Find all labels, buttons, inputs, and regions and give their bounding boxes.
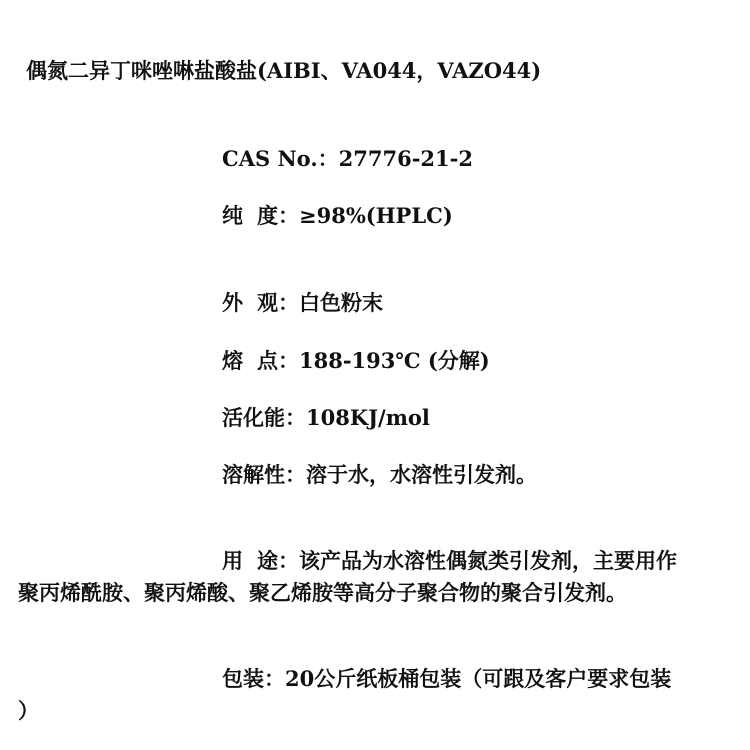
- usage-label-a: 用: [222, 548, 243, 573]
- usage-text-line1: 该产品为水溶性偶氮类引发剂，主要用作: [299, 548, 677, 573]
- purity-label-b: 度：: [257, 203, 299, 228]
- melting-label-a: 熔: [222, 348, 243, 373]
- cas-number-row: [222, 148, 473, 169]
- packaging-text-line1: 20公斤纸板桶包装（可跟及客户要求包装: [285, 666, 672, 691]
- packaging-text-line2: ）: [18, 698, 39, 723]
- usage-row: [222, 550, 677, 571]
- appearance-value: 白色粉末: [299, 290, 383, 315]
- appearance-label-a: 外: [222, 290, 243, 315]
- solubility-row: [222, 464, 537, 485]
- appearance-row: [222, 292, 383, 313]
- solubility-label: 溶解性：: [222, 462, 306, 487]
- appearance-label-b: 观：: [257, 290, 299, 315]
- product-title: 偶氮二异丁咪唑啉盐酸盐(AIBI、VA044，VAZO44): [26, 58, 542, 83]
- melting-label-b: 点：: [257, 348, 299, 373]
- packaging-label: 包装：: [222, 666, 285, 691]
- activation-value: 108KJ/mol: [306, 405, 430, 430]
- cas-value: 27776-21-2: [338, 146, 473, 171]
- activation-label: 活化能：: [222, 405, 306, 430]
- solubility-value: 溶于水，水溶性引发剂。: [306, 462, 537, 487]
- packaging-row: [222, 668, 671, 689]
- melting-point-row: [222, 350, 490, 371]
- purity-value: ≥98%(HPLC): [299, 203, 453, 228]
- purity-label-a: 纯: [222, 203, 243, 228]
- melting-value: 188-193℃ (分解): [299, 348, 490, 373]
- purity-row: [222, 205, 453, 226]
- activation-energy-row: [222, 407, 430, 428]
- usage-label-b: 途：: [257, 548, 299, 573]
- cas-label: CAS No.：: [222, 146, 339, 171]
- usage-text-line2: 聚丙烯酰胺、聚丙烯酸、聚乙烯胺等高分子聚合物的聚合引发剂。: [18, 580, 627, 605]
